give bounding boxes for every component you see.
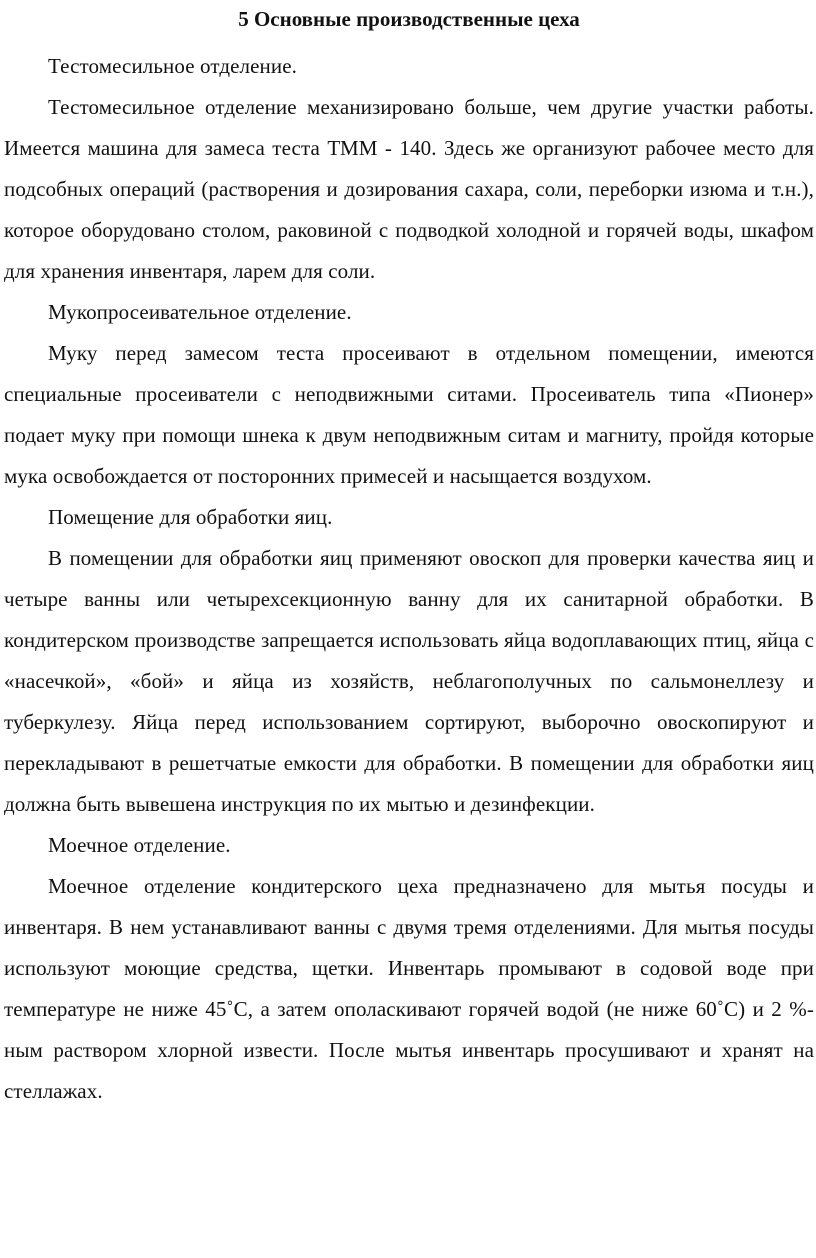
section-heading-egg-processing: Помещение для обработки яиц. bbox=[48, 505, 333, 529]
paragraph-egg-processing: В помещении для обработки яиц применяют овоскоп для проверки качества яиц и четыре ванны или четырехсекционную ванну для их санитарной обработки. В кондитерском производстве запрещается использовать яйца водоплавающих птиц, яйца с «насечкой», «бой» и яйца из хозяйств, неблагополучных по сальмонеллезу и туберкулезу. Яйца перед использованием сортируют, выборочно овоскопируют и перекладывают в решетчатые емкости для обработки. В помещении для обработки яиц должна быть вывешена инструкция по их мытью и дезинфекции. bbox=[4, 546, 814, 816]
paragraph-flour-sifting: Муку перед замесом теста просеивают в отдельном помещении, имеются специальные просеиватели с неподвижными ситами. Просеиватель типа «Пионер» подает муку при помощи шнека к двум неподвижным ситам и магниту, пройдя которые мука освобождается от посторонних примесей и насыщается воздухом. bbox=[4, 341, 814, 488]
section-heading-washing: Моечное отделение. bbox=[48, 833, 231, 857]
page-title: 5 Основные производственные цеха bbox=[238, 7, 580, 31]
paragraph-washing: Моечное отделение кондитерского цеха предназначено для мытья посуды и инвентаря. В нем устанавливают ванны с двумя тремя отделениями. Для мытья посуды используют моющие средства, щетки. Инвентарь промывают в содовой воде при температуре не ниже 45˚С, а затем ополаскивают горячей водой (не ниже 60˚С) и 2 %-ным раствором хлорной извести. После мытья инвентарь просушивают и хранят на стеллажах. bbox=[4, 874, 814, 1103]
paragraph-dough-mixing: Тестомесильное отделение механизировано больше, чем другие участки работы. Имеется машина для замеса теста ТММ - 140. Здесь же организуют рабочее место для подсобных операций (растворения и дозирования сахара, соли, переборки изюма и т.н.), которое оборудовано столом, раковиной с подводкой холодной и горячей воды, шкафом для хранения инвентаря, ларем для соли. bbox=[4, 95, 814, 283]
section-heading-flour-sifting: Мукопросеивательное отделение. bbox=[48, 300, 352, 324]
section-heading-dough-mixing: Тестомесильное отделение. bbox=[48, 54, 297, 78]
